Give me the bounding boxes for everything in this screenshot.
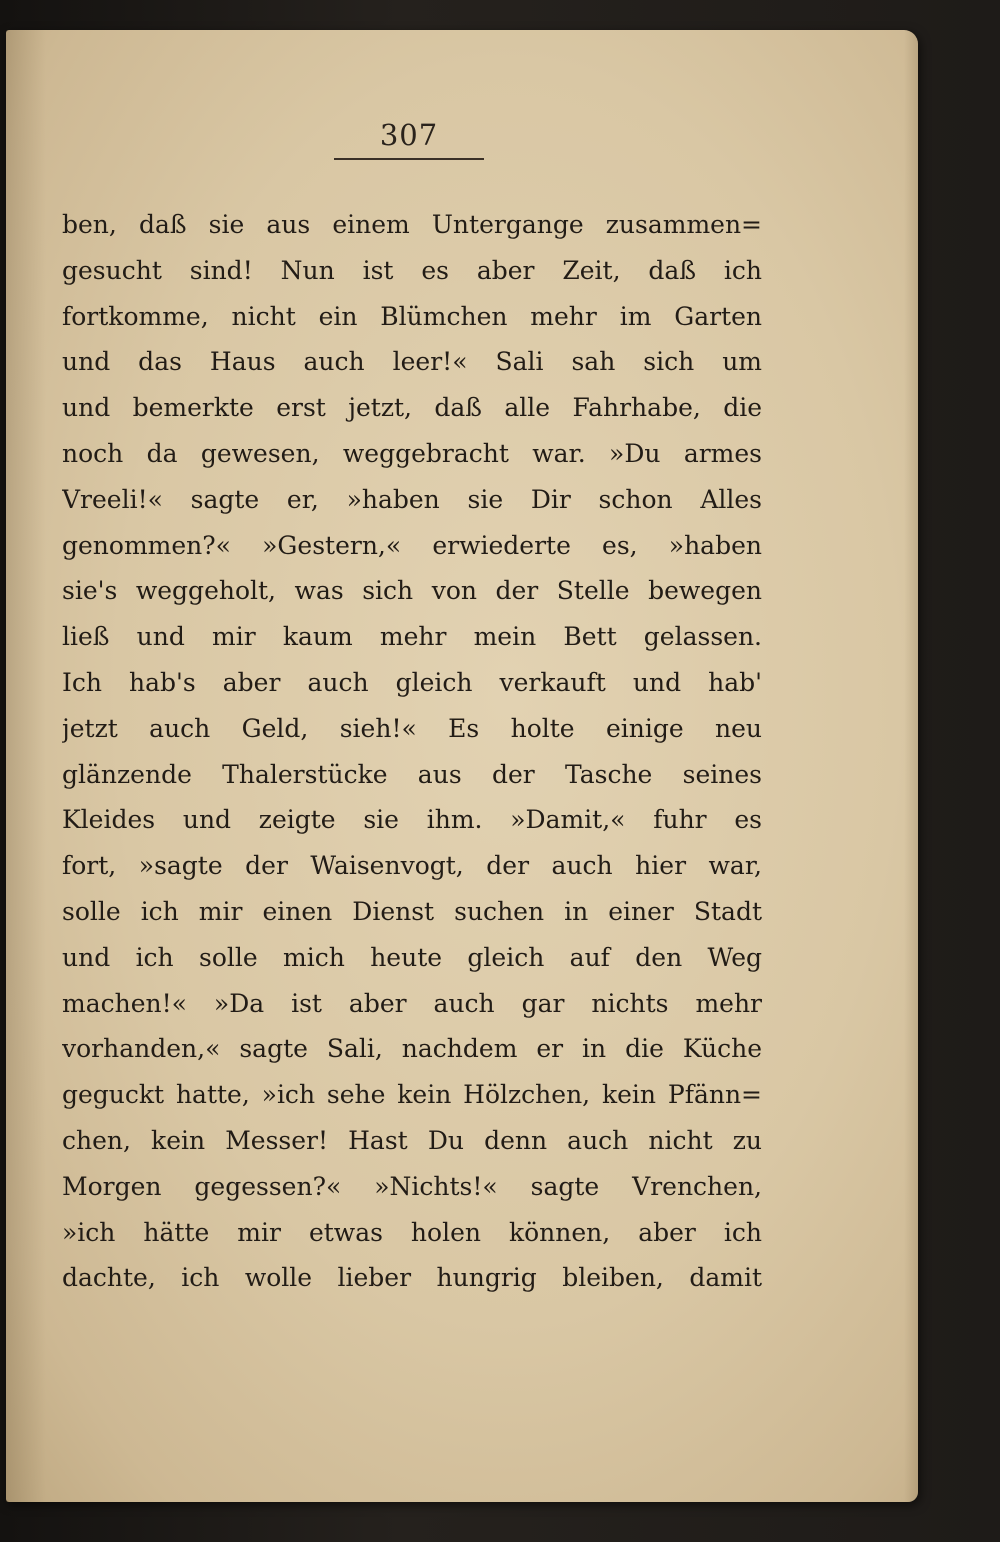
text-line: jetzt auch Geld, sieh!« Es holte einige neu	[62, 713, 762, 743]
text-line: und das Haus auch leer!« Sali sah sich um	[62, 347, 762, 377]
text-line: fortkomme, nicht ein Blümchen mehr im Garten	[62, 301, 762, 331]
text-line: glänzende Thalerstücke aus der Tasche seines	[62, 759, 762, 789]
book-page	[6, 30, 918, 1502]
text-line: fort, »sagte der Waisenvogt, der auch hier war,	[62, 851, 762, 881]
gutter-shadow	[6, 30, 46, 1502]
text-line: Morgen gegessen?« »Nichts!« sagte Vrenchen,	[62, 1171, 762, 1201]
text-line: dachte, ich wolle lieber hungrig bleiben, damit	[62, 1263, 762, 1293]
text-line: und ich solle mich heute gleich auf den Weg	[62, 942, 762, 972]
text-line: vorhanden,« sagte Sali, nachdem er in die Küche	[62, 1034, 762, 1064]
text-line: genommen?« »Gestern,« erwiederte es, »haben	[62, 530, 762, 560]
text-line: ben, daß sie aus einem Untergange zusammen=	[62, 210, 762, 239]
header-rule	[334, 158, 484, 160]
text-line: »ich hätte mir etwas holen können, aber ich	[62, 1217, 762, 1247]
text-line: geguckt hatte, »ich sehe kein Hölzchen, kein Pfänn=	[62, 1080, 762, 1110]
text-line: solle ich mir einen Dienst suchen in einer Stadt	[62, 896, 762, 926]
text-line: gesucht sind! Nun ist es aber Zeit, daß ich	[62, 255, 762, 285]
text-line: sie's weggeholt, was sich von der Stelle bewegen	[62, 576, 762, 606]
text-line: machen!« »Da ist aber auch gar nichts mehr	[62, 988, 762, 1018]
text-line: Ich hab's aber auch gleich verkauft und hab'	[62, 667, 762, 697]
text-line: noch da gewesen, weggebracht war. »Du armes	[62, 438, 762, 468]
text-line: Vreeli!« sagte er, »haben sie Dir schon Alles	[62, 484, 762, 514]
page-edge	[904, 30, 918, 1502]
text-line: Kleides und zeigte sie ihm. »Damit,« fuhr es	[62, 805, 762, 835]
page-number: 307	[379, 118, 439, 152]
text-line: chen, kein Messer! Hast Du denn auch nicht zu	[62, 1125, 762, 1155]
text-line: ließ und mir kaum mehr mein Bett gelassen.	[62, 622, 762, 652]
body-text	[62, 202, 762, 1301]
text-line: und bemerkte erst jetzt, daß alle Fahrhabe, die	[62, 393, 762, 423]
